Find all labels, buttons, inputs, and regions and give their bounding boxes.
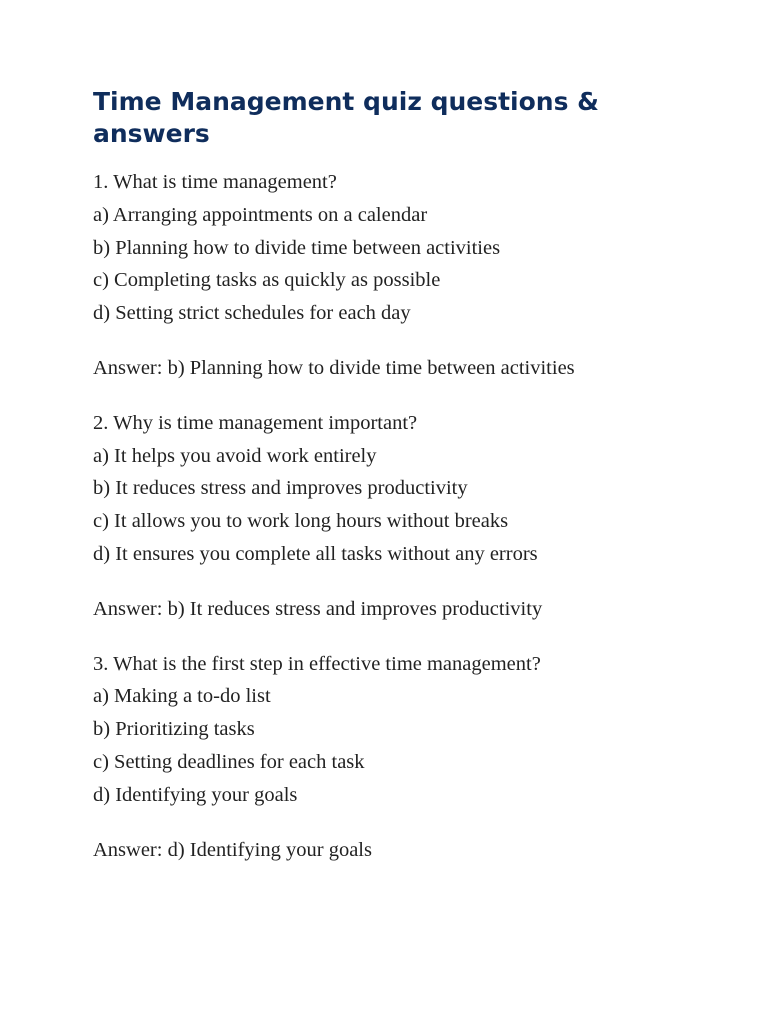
question-text: 2. Why is time management important?	[93, 411, 418, 434]
answer-option: b) Planning how to divide time between activities	[93, 236, 501, 259]
correct-answer: Answer: b) Planning how to divide time between activities	[93, 356, 575, 379]
question-block	[93, 166, 733, 330]
question-text: 1. What is time management?	[93, 171, 337, 193]
quiz-content	[93, 166, 733, 888]
answer-option: d) Setting strict schedules for each day	[93, 302, 411, 325]
answer-option: d) It ensures you complete all tasks without any errors	[93, 542, 538, 565]
answer-option: a) It helps you avoid work entirely	[93, 444, 377, 467]
correct-answer: Answer: d) Identifying your goals	[93, 838, 372, 861]
question-block	[93, 648, 733, 812]
answer-option: a) Making a to-do list	[93, 685, 271, 708]
page-title: Time Management quiz questions & answers	[93, 87, 599, 148]
answer-option: b) It reduces stress and improves productivity	[93, 477, 468, 500]
answer-option: a) Arranging appointments on a calendar	[93, 203, 428, 226]
answer-option: b) Prioritizing tasks	[93, 718, 255, 741]
answer-option: d) Identifying your goals	[93, 783, 298, 806]
question-text: 3. What is the first step in effective time management?	[93, 652, 541, 675]
question-block	[93, 407, 733, 571]
answer-option: c) Setting deadlines for each task	[93, 750, 365, 773]
answer-option: c) Completing tasks as quickly as possible	[93, 269, 441, 292]
correct-answer: Answer: b) It reduces stress and improves productivity	[93, 597, 543, 620]
answer-option: c) It allows you to work long hours without breaks	[93, 510, 509, 533]
